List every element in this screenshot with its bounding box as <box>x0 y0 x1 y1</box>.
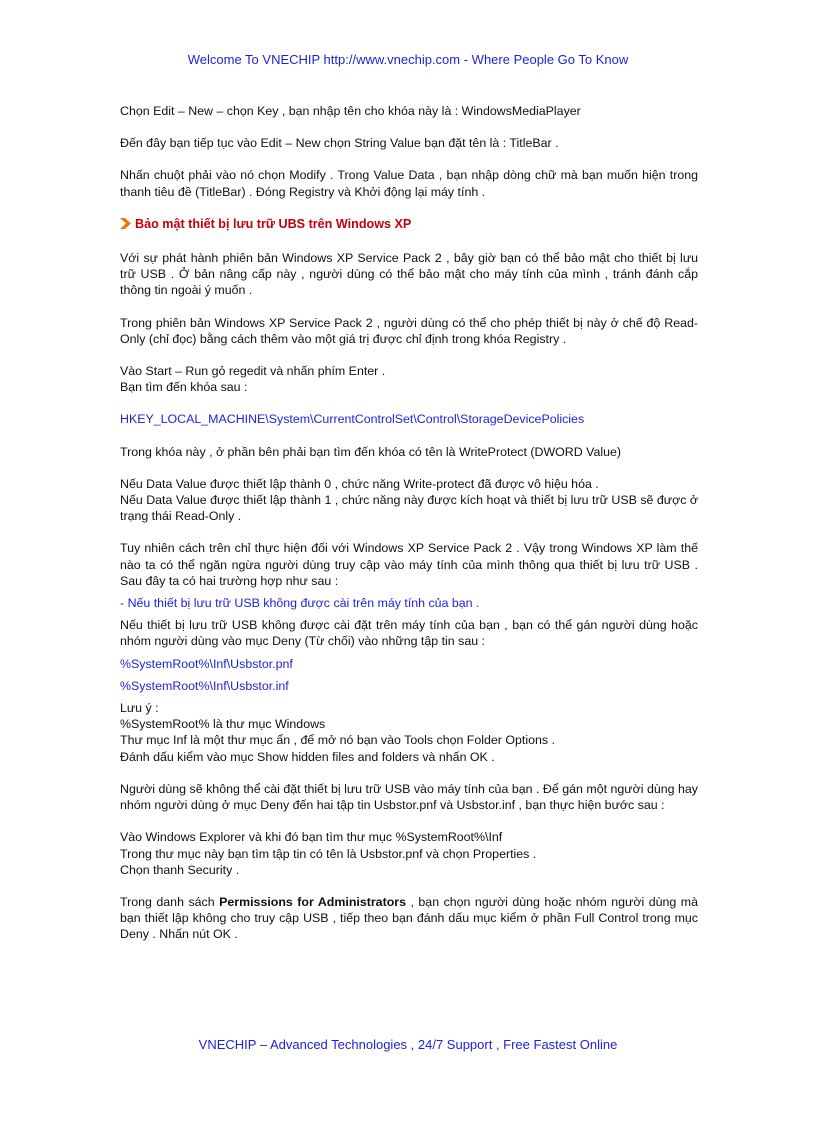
steps-block <box>120 829 698 878</box>
line-run-regedit: Vào Start – Run gỏ regedit và nhấn phím Enter . <box>120 364 386 379</box>
note-line: Lưu ý : <box>120 701 159 716</box>
paragraph-two-cases: Tuy nhiên cách trên chỉ thực hiện đối với Windows XP Service Pack 2 . Vậy trong Windows XP làm thế nào ta có thể ngăn ngừa người dùng truy cập vào máy tính của mình thông qua thiết bị lưu trữ USB . Sau đây ta có hai trường hợp như sau : <box>120 541 698 588</box>
page-footer: VNECHIP – Advanced Technologies , 24/7 Support , Free Fastest Online <box>198 1037 618 1052</box>
note-block <box>120 700 698 765</box>
paragraph-read-only: Trong phiên bản Windows XP Service Pack 2 , người dùng có thể cho phép thiết bị này ở chế độ Read-Only (chỉ đọc) bằng cách thêm vào một giá trị được chỉ định trong khóa Registry . <box>120 315 698 346</box>
permissions-text-after: , bạn chọn người dùng hoặc nhóm người dùng mà bạn thiết lập không cho truy cập USB , tiếp theo bạn đánh dấu mục kiểm ở phần Full Control trong mục Deny . Nhấn nút OK . <box>120 894 698 942</box>
document-body <box>120 103 698 959</box>
paragraph-sp2-intro: Với sự phát hành phiên bản Windows XP Service Pack 2 , bây giờ bạn có thể bảo mật cho thiết bị lưu trữ USB . Ở bản nâng cấp này , người dùng có thể bảo mật cho máy tính của mình , tránh đánh cắp thông tin ngoài ý muốn . <box>120 251 698 298</box>
file-path-inf: %SystemRoot%\Inf\Usbstor.inf <box>120 678 289 693</box>
permissions-text-before: Trong danh sách <box>120 894 220 909</box>
step-line: Vào Windows Explorer và khi đó bạn tìm thư mục %SystemRoot%\Inf <box>120 830 503 845</box>
paragraph-modify: Nhấn chuột phải vào nó chọn Modify . Trong Value Data , bạn nhập dòng chữ mà bạn muốn hiện trong thanh tiêu đề (TitleBar) . Đóng Registry và Khởi động lại máy tính . <box>120 168 698 199</box>
note-line: Đánh dấu kiểm vào mục Show hidden files and folders và nhấn OK . <box>120 749 495 764</box>
step-line: Trong thư mục này bạn tìm tập tin có tên là Usbstor.pnf và chọn Properties . <box>120 846 537 861</box>
paragraph-permissions <box>120 894 698 943</box>
paragraph-deny-files: Nếu thiết bị lưu trữ USB không được cài đặt trên máy tính của bạn , bạn có thể gán người dùng hoặc nhóm người dùng vào mục Deny (Từ chối) vào những tập tin sau : <box>120 618 698 649</box>
section-heading <box>120 216 698 232</box>
page-header: Welcome To VNECHIP http://www.vnechip.com - Where People Go To Know <box>187 52 629 67</box>
line-find-key: Bạn tìm đến khóa sau : <box>120 380 248 395</box>
paragraph-data-values <box>120 476 698 525</box>
case-not-installed-heading: - Nếu thiết bị lưu trữ USB không được cài trên máy tính của bạn . <box>120 596 480 611</box>
section-heading-text: Bảo mật thiết bị lưu trữ UBS trên Windows XP <box>135 216 412 231</box>
note-line: Thư mục Inf là một thư mục ẩn , để mở nó bạn vào Tools chọn Folder Options . <box>120 733 555 748</box>
step-line: Chọn thanh Security . <box>120 862 240 877</box>
paragraph-write-protect: Trong khóa này , ở phần bên phải bạn tìm đến khóa có tên là WriteProtect (DWORD Value) <box>120 444 622 459</box>
registry-key-path: HKEY_LOCAL_MACHINE\System\CurrentControlSet\Control\StorageDevicePolicies <box>120 412 585 427</box>
paragraph-edit-new-key: Chọn Edit – New – chọn Key , bạn nhập tên cho khóa này là : WindowsMediaPlayer <box>120 104 581 118</box>
line-data-value-1: Nếu Data Value được thiết lập thành 1 , chức năng này được kích hoạt và thiết bị lưu trữ USB sẽ được ở trạng thái Read-Only . <box>120 493 698 524</box>
arrow-bullet-icon <box>120 218 132 229</box>
paragraph-assign-deny: Người dùng sẽ không thể cài đặt thiết bị lưu trữ USB vào máy tính của bạn . Để gán một người dùng hay nhóm người dùng ở mục Deny đến hai tập tin Usbstor.pnf và Usbstor.inf , bạn thực hiện bước sau : <box>120 781 698 813</box>
line-data-value-0: Nếu Data Value được thiết lập thành 0 , chức năng Write-protect đã được vô hiệu hóa . <box>120 476 599 491</box>
file-path-pnf: %SystemRoot%\Inf\Usbstor.pnf <box>120 656 293 671</box>
paragraph-string-value: Đến đây bạn tiếp tục vào Edit – New chọn String Value bạn đặt tên là : TitleBar . <box>120 136 559 151</box>
permissions-bold-label: Permissions for Administrators <box>219 894 406 909</box>
paragraph-run-regedit <box>120 363 698 395</box>
note-line: %SystemRoot% là thư mục Windows <box>120 717 326 732</box>
